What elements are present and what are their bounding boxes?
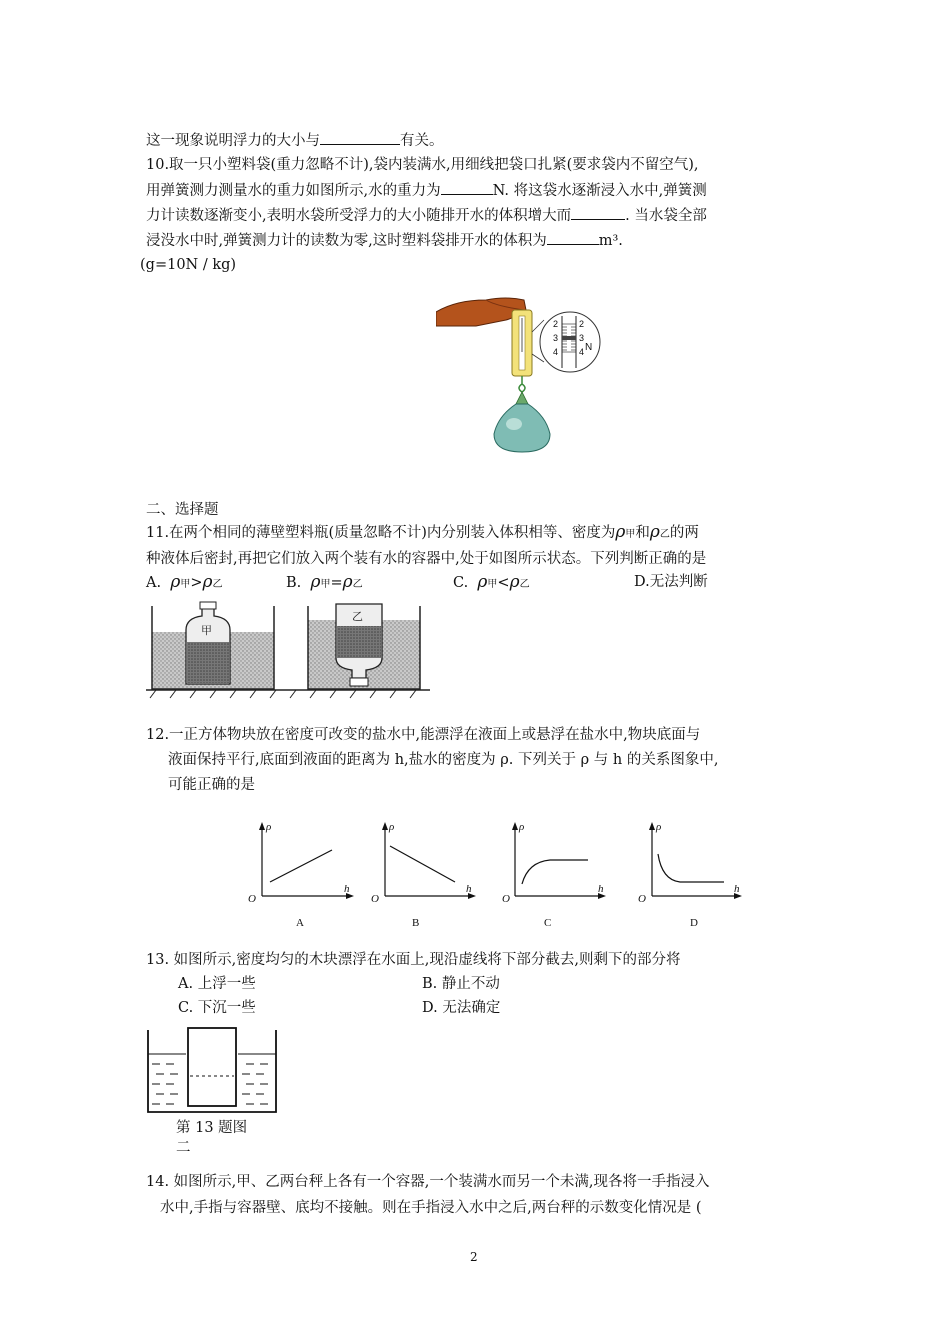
text-line-1	[146, 130, 444, 151]
scale-mark: 3	[553, 333, 559, 343]
page-number: 2	[470, 1250, 478, 1264]
option-d: D.无法判断	[634, 574, 708, 590]
q11-line-1	[146, 522, 699, 545]
svg-text:h: h	[344, 883, 350, 895]
q10-line-5: (g=10N / kg)	[140, 257, 237, 273]
graph-label: A	[296, 917, 304, 929]
answer-blank	[547, 230, 599, 245]
text: . 当水袋全部	[625, 208, 707, 224]
q10-line-3	[146, 205, 707, 226]
q10-line-2	[146, 180, 707, 201]
wooden-block	[188, 1028, 236, 1106]
text: 的两	[669, 525, 699, 541]
option-b: B. ρ甲=ρ乙	[286, 572, 363, 592]
figure-caption: 第 13 题图	[176, 1120, 248, 1136]
text: 有关。	[400, 133, 444, 149]
q13-option-c: C. 下沉一些	[178, 1000, 256, 1016]
option-a: A. ρ甲>ρ乙	[146, 572, 223, 592]
graph-label: C	[544, 917, 552, 929]
text: 用弹簧测力测量水的重力如图所示,水的重力为	[146, 183, 441, 199]
bottle-label: 甲	[201, 624, 212, 637]
floating-block-figure	[146, 1024, 280, 1116]
q14-line-1: 14. 如图所示,甲、乙两台秤上各有一个容器,一个装满水而另一个未满,现各将一手指浸入	[146, 1174, 710, 1190]
scale-mark: 2	[553, 319, 559, 329]
q10-line-1: 10.取一只小塑料袋(重力忽略不计),袋内装满水,用细线把袋口扎紧(要求袋内不留空气),	[146, 157, 699, 173]
q13-option-d: D. 无法确定	[422, 1000, 501, 1016]
q13-option-b: B. 静止不动	[422, 976, 500, 992]
text: 力计读数逐渐变小,表明水袋所受浮力的大小随排开水的体积增大而	[146, 208, 572, 224]
svg-text:h: h	[598, 883, 604, 895]
text: m³.	[598, 233, 623, 249]
svg-text:ρ: ρ	[656, 821, 662, 833]
svg-text:ρ: ρ	[519, 821, 525, 833]
graph-label: B	[412, 917, 420, 929]
rho-symbol: ρ	[649, 522, 660, 542]
text: 浸没水中时,弹簧测力计的读数为零,这时塑料袋排开水的体积为	[146, 233, 547, 249]
spring-scale-figure	[436, 292, 606, 464]
q12-line-2: 液面保持平行,底面到液面的距离为 h,盐水的密度为 ρ. 下列关于 ρ 与 h 的关系图象中,	[168, 752, 719, 768]
svg-text:ρ: ρ	[266, 821, 272, 833]
water-bag	[494, 404, 550, 452]
svg-text:ρ: ρ	[389, 821, 395, 833]
text: 和	[635, 525, 650, 541]
rho-symbol: ρ	[615, 522, 626, 542]
scale-mark: 4	[553, 347, 559, 357]
scale-mark: 4	[579, 347, 585, 357]
scale-unit: N	[585, 342, 593, 353]
svg-text:O: O	[638, 893, 646, 905]
graph-d	[638, 821, 742, 929]
q12-line-3: 可能正确的是	[168, 777, 255, 793]
figure-caption-2: 二	[176, 1140, 191, 1156]
subscript: 甲	[625, 529, 636, 540]
q12-line-1: 12.一正方体物块放在密度可改变的盐水中,能漂浮在液面上或悬浮在盐水中,物块底面与	[146, 727, 701, 743]
rho-h-graphs	[240, 818, 750, 936]
svg-text:h: h	[734, 883, 740, 895]
q11-line-2: 种液体后密封,再把它们放入两个装有水的容器中,处于如图所示状态。下列判断正确的是	[146, 551, 707, 567]
graph-a	[248, 821, 354, 929]
bottle-label: 乙	[352, 610, 363, 623]
scale-mark: 3	[579, 333, 585, 343]
q13-line-1: 13. 如图所示,密度均匀的木块漂浮在水面上,现沿虚线将下部分截去,则剩下的部分将	[146, 952, 681, 968]
answer-blank	[571, 205, 625, 220]
answer-blank	[320, 130, 400, 145]
q13-option-a: A. 上浮一些	[178, 976, 256, 992]
q11-options	[146, 572, 222, 595]
bottles-figure	[146, 598, 430, 700]
q14-line-2: 水中,手指与容器壁、底均不接触。则在手指浸入水中之后,两台秤的示数变化情况是 (	[160, 1200, 702, 1216]
graph-b	[371, 821, 476, 929]
scale-mark: 2	[579, 319, 585, 329]
graph-label: D	[690, 917, 698, 929]
section-title: 二、选择题	[146, 502, 219, 518]
svg-text:O: O	[248, 893, 256, 905]
option-c: C. ρ甲<ρ乙	[453, 572, 530, 592]
q10-line-4	[146, 230, 623, 251]
svg-text:O: O	[371, 893, 379, 905]
svg-text:O: O	[502, 893, 510, 905]
text: 这一现象说明浮力的大小与	[146, 133, 320, 149]
text: N. 将这袋水逐渐浸入水中,弹簧测	[492, 183, 707, 199]
subscript: 乙	[659, 529, 670, 540]
graph-c	[502, 821, 606, 929]
text: 11.在两个相同的薄壁塑料瓶(质量忽略不计)内分别装入体积相等、密度为	[146, 525, 616, 541]
svg-text:h: h	[466, 883, 472, 895]
answer-blank	[441, 180, 493, 195]
